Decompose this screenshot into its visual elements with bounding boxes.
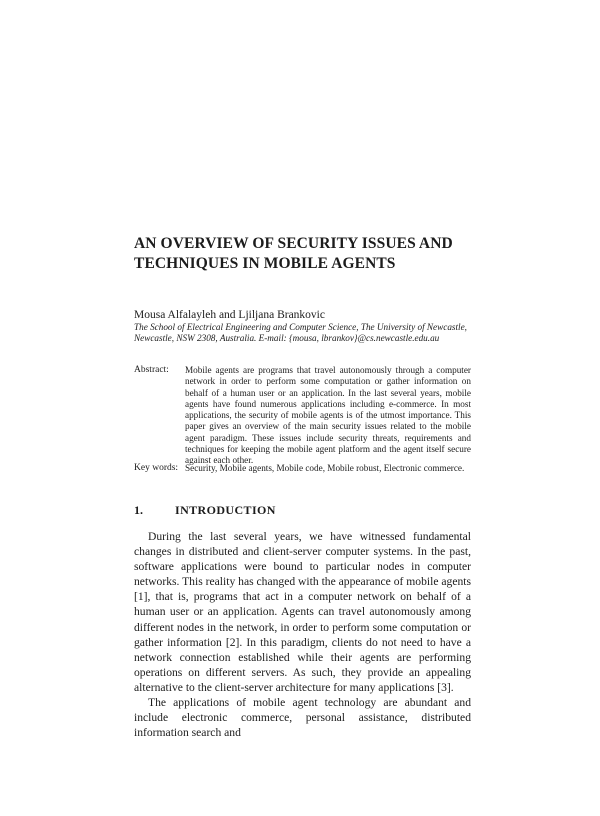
- affiliation-line-1: The School of Electrical Engineering and Computer Science, The University of Newcastle,: [134, 322, 467, 332]
- affiliation: [134, 322, 474, 344]
- authors: Mousa Alfalayleh and Ljiljana Brankovic: [134, 309, 325, 321]
- paper-title: [134, 234, 494, 274]
- keywords-label: Key words:: [134, 463, 179, 473]
- keywords-text: Security, Mobile agents, Mobile code, Mobile robust, Electronic commerce.: [185, 463, 465, 473]
- paragraph: During the last several years, we have witnessed fundamental changes in distributed and client-server computer systems. In the past, software applications were bound to particular nodes in computer networks. This reality has changed with the appearance of mobile agents [1], that is, programs that act in a computer network on behalf of a human user or an application. Agents can travel autonomously among different nodes in the network, in order to perform some computation or gather information [2]. In this paradigm, clients do not need to have a network connection established while their agents are performing operations on different servers. As such, they provide an appealing alternative to the client-server architecture for many applications [3].: [134, 530, 471, 694]
- abstract-text: Mobile agents are programs that travel autonomously through a computer network in order to perform some computation or gather information on behalf of a human user or an application. In the last several years, mobile agents have found numerous applications including e-commerce. In most applications, the security of mobile agents is of the utmost importance. This paper gives an overview of the main security issues related to the mobile agent paradigm. These issues include security threats, requirements and techniques for keeping the mobile agent platform and the agent itself secure against each other.: [185, 365, 471, 466]
- body-text: [134, 529, 471, 740]
- affiliation-line-2: Newcastle, NSW 2308, Australia. E-mail: {mousa, lbrankov}@cs.newcastle.edu.au: [134, 333, 440, 343]
- paragraph: The applications of mobile agent technology are abundant and include electronic commerce, personal assistance, distributed information search and: [134, 696, 471, 740]
- title-line-1: AN OVERVIEW OF SECURITY ISSUES AND: [134, 235, 453, 252]
- section-title: INTRODUCTION: [175, 503, 276, 517]
- section-number: 1.: [134, 503, 143, 517]
- title-line-2: TECHNIQUES IN MOBILE AGENTS: [134, 255, 396, 272]
- abstract-label: Abstract:: [134, 365, 169, 375]
